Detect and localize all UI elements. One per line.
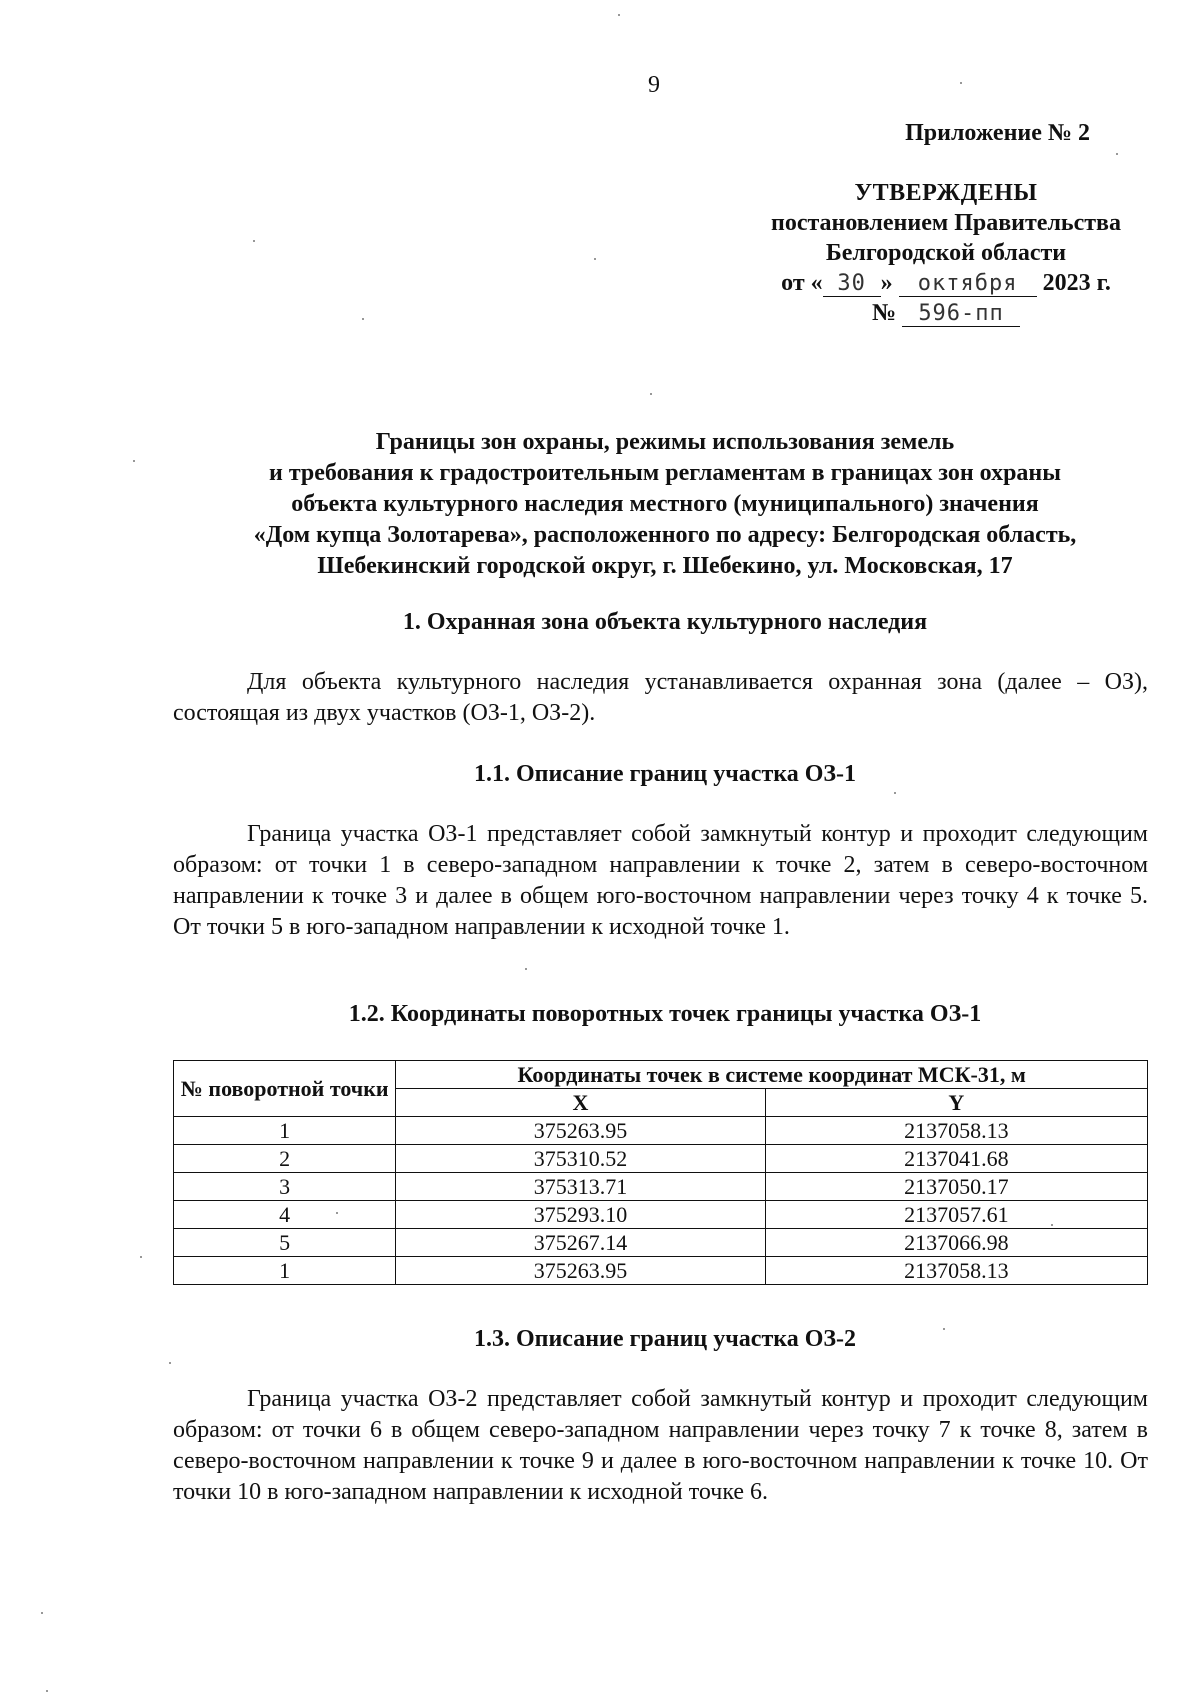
scan-speck xyxy=(525,968,527,970)
scan-speck xyxy=(46,1690,48,1692)
scan-speck xyxy=(169,1362,171,1364)
cell-x: 375263.95 xyxy=(396,1117,765,1145)
date-prefix: от « xyxy=(781,270,823,296)
date-month-field: октября xyxy=(899,272,1037,297)
scan-speck xyxy=(133,460,135,462)
scan-speck xyxy=(594,258,596,260)
approval-block xyxy=(728,118,1148,328)
scan-speck xyxy=(943,1328,945,1330)
scan-speck xyxy=(41,1612,43,1614)
table-row xyxy=(174,1173,1148,1201)
approval-number-line xyxy=(744,298,1148,328)
approval-date-line xyxy=(744,268,1148,298)
cell-point: 1 xyxy=(174,1257,396,1285)
cell-y: 2137066.98 xyxy=(765,1229,1147,1257)
table-row xyxy=(174,1201,1148,1229)
approved-by-line-2: Белгородской области xyxy=(825,240,1067,266)
title-line-4: «Дом купца Золотарева», расположенного по адресу: Белгородская область, xyxy=(253,522,1077,548)
cell-point: 1 xyxy=(174,1117,396,1145)
cell-y: 2137050.17 xyxy=(765,1173,1147,1201)
scan-speck xyxy=(1051,1224,1053,1226)
cell-point: 3 xyxy=(174,1173,396,1201)
scan-speck xyxy=(618,14,620,16)
section-1-text: Для объекта культурного наследия устанавливается охранная зона (далее – ОЗ), состоящая из двух участков (ОЗ-1, ОЗ-2). xyxy=(173,669,1148,726)
title-line-5: Шебекинский городской округ, г. Шебекино, ул. Московская, 17 xyxy=(317,553,1013,579)
title-line-3: объекта культурного наследия местного (муниципального) значения xyxy=(291,491,1039,517)
title-line-2: и требования к градостроительным регламентам в границах зон охраны xyxy=(269,460,1061,486)
number-prefix: № xyxy=(871,300,897,326)
cell-x: 375267.14 xyxy=(396,1229,765,1257)
cell-x: 375293.10 xyxy=(396,1201,765,1229)
section-1-1-paragraph xyxy=(173,819,1148,943)
cell-point: 4 xyxy=(174,1201,396,1229)
scan-speck xyxy=(650,393,652,395)
cell-point: 2 xyxy=(174,1145,396,1173)
cell-y: 2137041.68 xyxy=(765,1145,1147,1173)
cell-y: 2137058.13 xyxy=(765,1117,1147,1145)
scan-speck xyxy=(894,792,896,794)
date-day-field: 30 xyxy=(823,272,881,297)
approved-stamp xyxy=(744,178,1148,328)
document-number-field: 596-пп xyxy=(902,302,1020,327)
cell-point: 5 xyxy=(174,1229,396,1257)
cell-y: 2137057.61 xyxy=(765,1201,1147,1229)
section-1-heading: 1. Охранная зона объекта культурного наследия xyxy=(402,609,928,635)
scan-speck xyxy=(253,240,255,242)
page-number: 9 xyxy=(648,72,660,98)
cell-y: 2137058.13 xyxy=(765,1257,1147,1285)
appendix-label: Приложение № 2 xyxy=(905,120,1090,146)
cell-x: 375310.52 xyxy=(396,1145,765,1173)
section-1-1-text: Граница участка ОЗ-1 представляет собой замкнутый контур и проходит следующим образом: от точки 1 в северо-западном направлении к точке 2, затем в северо-восточном направлении к точке 3 и далее в общем юго-восточном направлении через точку 4 к точке 5. От точки 5 в юго-западном направлении к исходной точке 1. xyxy=(173,821,1148,940)
approved-title: УТВЕРЖДЕНЫ xyxy=(854,180,1038,206)
section-1-1-heading: 1.1. Описание границ участка ОЗ-1 xyxy=(473,761,857,787)
header-point-number: № поворотной точки xyxy=(174,1061,396,1117)
scan-speck xyxy=(1116,153,1118,155)
cell-x: 375313.71 xyxy=(396,1173,765,1201)
section-1-paragraph xyxy=(173,667,1148,729)
table-row xyxy=(174,1257,1148,1285)
header-x: X xyxy=(396,1089,765,1117)
scan-speck xyxy=(960,82,962,84)
title-line-1: Границы зон охраны, режимы использования земель xyxy=(375,429,955,455)
section-1-2-heading: 1.2. Координаты поворотных точек границы участка ОЗ-1 xyxy=(348,1001,982,1027)
date-mid: » xyxy=(880,270,893,296)
table-row xyxy=(174,1229,1148,1257)
section-1-3-text: Граница участка ОЗ-2 представляет собой замкнутый контур и проходит следующим образом: от точки 6 в общем северо-западном направлении через точку 7 к точке 8, затем в северо-восточном направлении к точке 9 и далее в юго-восточном направлении к точке 10. От точки 10 в юго-западном направлении к исходной точке 6. xyxy=(173,1386,1148,1505)
scan-speck xyxy=(140,1256,142,1258)
table-row xyxy=(174,1117,1148,1145)
coordinates-table xyxy=(173,1060,1148,1285)
header-coordinates: Координаты точек в системе координат МСК-31, м xyxy=(396,1061,1148,1089)
date-year: 2023 г. xyxy=(1042,270,1111,296)
section-1-3-heading: 1.3. Описание границ участка ОЗ-2 xyxy=(473,1326,857,1352)
header-y: Y xyxy=(765,1089,1147,1117)
scan-speck xyxy=(362,318,364,320)
section-1-3-paragraph xyxy=(173,1384,1148,1508)
document-title xyxy=(120,427,1200,582)
cell-x: 375263.95 xyxy=(396,1257,765,1285)
approved-by-line-1: постановлением Правительства xyxy=(770,210,1121,236)
scan-speck xyxy=(336,1212,338,1214)
table-row xyxy=(174,1145,1148,1173)
